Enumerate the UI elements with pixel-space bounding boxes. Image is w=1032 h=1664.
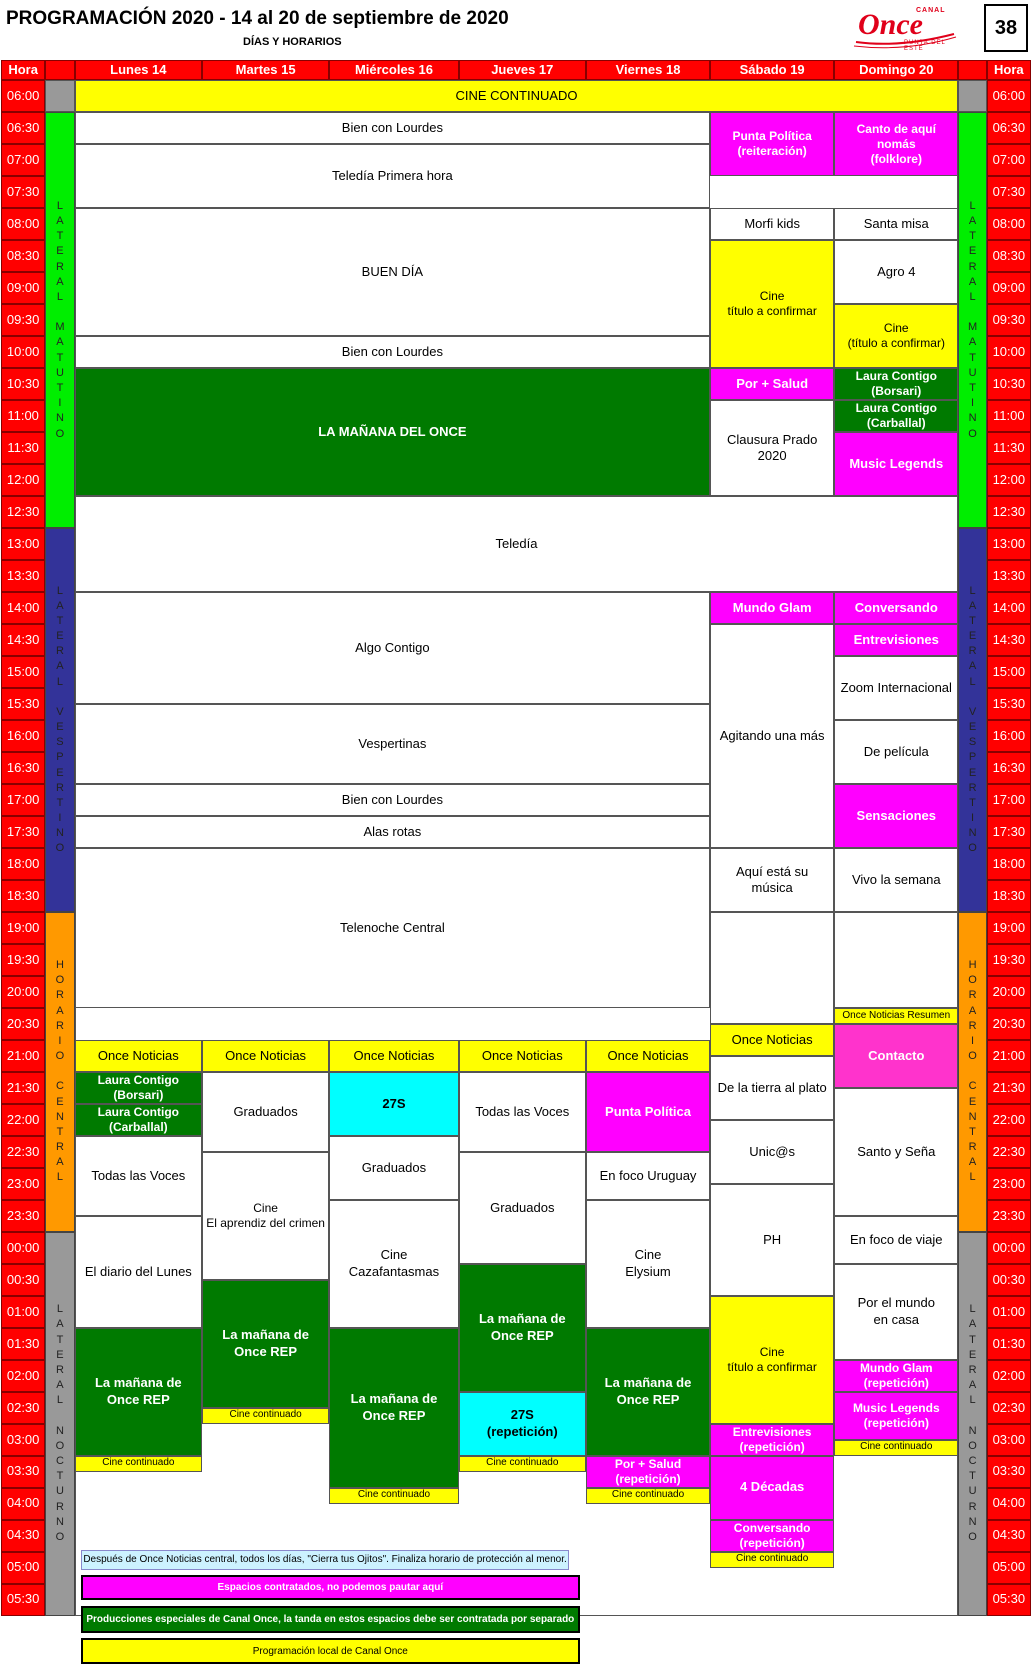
time-label: 07:30 <box>987 176 1031 208</box>
time-label: 01:30 <box>987 1328 1031 1360</box>
time-label: 15:30 <box>1 688 45 720</box>
time-label: 18:00 <box>987 848 1031 880</box>
program-block[interactable]: PH <box>710 1184 834 1296</box>
program-block[interactable]: De película <box>834 720 958 784</box>
time-label: 04:30 <box>987 1520 1031 1552</box>
time-label: 03:00 <box>987 1424 1031 1456</box>
time-label: 03:30 <box>987 1456 1031 1488</box>
side-band-label: L A T E R A L M A T U T I N O <box>958 112 986 528</box>
program-block[interactable]: Music Legends (repetición) <box>834 1392 958 1440</box>
program-block[interactable]: Aquí está su música <box>710 848 834 912</box>
time-label: 10:30 <box>987 368 1031 400</box>
time-label: 17:00 <box>1 784 45 816</box>
program-block[interactable]: Zoom Internacional <box>834 656 958 720</box>
time-label: 13:00 <box>987 528 1031 560</box>
side-band-label: H O R A R I O C E N T R A L <box>45 912 74 1232</box>
time-label: 06:00 <box>1 80 45 112</box>
time-label: 11:00 <box>1 400 45 432</box>
time-label: 21:30 <box>987 1072 1031 1104</box>
time-label: 12:30 <box>987 496 1031 528</box>
program-block[interactable]: Telenoche Central <box>75 848 710 1008</box>
program-block[interactable]: Sensaciones <box>834 784 958 848</box>
column-header-day: Martes 15 <box>202 60 329 81</box>
time-label: 02:30 <box>987 1392 1031 1424</box>
page-subtitle: DÍAS Y HORARIOS <box>243 36 342 48</box>
program-block[interactable]: Cine título a confirmar <box>710 1296 834 1424</box>
time-label: 04:00 <box>987 1488 1031 1520</box>
program-block[interactable]: Cine continuado <box>710 1552 834 1568</box>
legend-item: Programación local de Canal Once <box>81 1638 580 1664</box>
program-block[interactable]: Laura Contigo (Borsari) <box>834 368 958 400</box>
time-label: 07:00 <box>1 144 45 176</box>
program-block[interactable]: 27S <box>329 1072 458 1136</box>
time-label: 05:30 <box>987 1584 1031 1616</box>
time-label: 19:00 <box>1 912 45 944</box>
time-label: 17:30 <box>987 816 1031 848</box>
time-label: 08:30 <box>1 240 45 272</box>
time-label: 10:00 <box>1 336 45 368</box>
time-label: 06:30 <box>1 112 45 144</box>
program-block[interactable]: Punta Política (reiteración) <box>710 112 834 176</box>
program-block[interactable]: Conversando (repetición) <box>710 1520 834 1552</box>
program-block[interactable]: 4 Décadas <box>710 1456 834 1520</box>
time-label: 15:00 <box>1 656 45 688</box>
program-block[interactable]: Canto de aquí nomás (folklore) <box>834 112 958 176</box>
side-band-label: L A T E R A L N O C T U R N O <box>958 1232 986 1616</box>
time-label: 21:00 <box>987 1040 1031 1072</box>
time-label: 09:30 <box>987 304 1031 336</box>
program-block[interactable]: Todas las Voces <box>75 1136 202 1216</box>
time-label: 00:30 <box>1 1264 45 1296</box>
page-number: 38 <box>984 4 1028 52</box>
side-band-blank <box>958 80 986 112</box>
program-block[interactable] <box>834 912 958 1008</box>
logo-bottom-text: PUNTA DEL ESTE <box>904 40 946 52</box>
time-label: 03:00 <box>1 1424 45 1456</box>
column-header-day: Viernes 18 <box>586 60 710 81</box>
column-header-day: Jueves 17 <box>459 60 586 81</box>
program-block[interactable]: Cine El aprendiz del crimen <box>202 1152 329 1280</box>
time-label: 22:30 <box>987 1136 1031 1168</box>
time-label: 20:00 <box>1 976 45 1008</box>
side-band-blank <box>45 80 74 112</box>
program-block[interactable]: Once Noticias <box>710 1024 834 1056</box>
time-label: 15:30 <box>987 688 1031 720</box>
time-label: 10:30 <box>1 368 45 400</box>
time-label: 17:30 <box>1 816 45 848</box>
time-label: 00:00 <box>1 1232 45 1264</box>
program-block[interactable]: En foco Uruguay <box>586 1152 710 1200</box>
program-block[interactable]: Mundo Glam (repetición) <box>834 1360 958 1392</box>
program-block[interactable]: Bien con Lourdes <box>75 336 710 368</box>
time-label: 02:30 <box>1 1392 45 1424</box>
time-label: 01:00 <box>987 1296 1031 1328</box>
program-block[interactable]: Laura Contigo (Carballal) <box>75 1104 202 1136</box>
time-label: 04:30 <box>1 1520 45 1552</box>
program-block[interactable]: Cine continuado <box>586 1488 710 1504</box>
program-block[interactable]: Por el mundo en casa <box>834 1264 958 1360</box>
program-block[interactable]: BUEN DÍA <box>75 208 710 336</box>
time-label: 10:00 <box>987 336 1031 368</box>
program-block[interactable]: Morfi kids <box>710 208 834 240</box>
program-block[interactable]: Once Noticias <box>329 1040 458 1072</box>
time-label: 02:00 <box>1 1360 45 1392</box>
program-block[interactable]: Por + Salud (repetición) <box>586 1456 710 1488</box>
time-label: 17:00 <box>987 784 1031 816</box>
time-label: 23:30 <box>987 1200 1031 1232</box>
time-label: 12:30 <box>1 496 45 528</box>
legend-item: Espacios contratados, no podemos pautar aquí <box>81 1575 580 1600</box>
time-label: 23:00 <box>1 1168 45 1200</box>
time-label: 01:30 <box>1 1328 45 1360</box>
program-block[interactable]: Bien con Lourdes <box>75 112 710 144</box>
logo-main-text: Once <box>858 8 923 41</box>
program-block[interactable]: Contacto <box>834 1024 958 1088</box>
program-block[interactable]: LA MAÑANA DEL ONCE <box>75 368 710 496</box>
program-block[interactable]: De la tierra al plato <box>710 1056 834 1120</box>
time-label: 16:30 <box>1 752 45 784</box>
time-label: 21:00 <box>1 1040 45 1072</box>
time-label: 14:30 <box>1 624 45 656</box>
legend-item: Después de Once Noticias central, todos los días, "Cierra tus Ojitos". Finaliza horario de protección al menor. <box>81 1550 569 1570</box>
time-label: 14:00 <box>1 592 45 624</box>
time-label: 09:30 <box>1 304 45 336</box>
canal-once-logo <box>850 4 960 52</box>
time-label: 20:30 <box>987 1008 1031 1040</box>
time-label: 05:00 <box>987 1552 1031 1584</box>
column-header-day: Miércoles 16 <box>329 60 458 81</box>
program-block[interactable]: Entrevisiones (repetición) <box>710 1424 834 1456</box>
time-label: 11:30 <box>987 432 1031 464</box>
program-block[interactable]: Laura Contigo (Borsari) <box>75 1072 202 1104</box>
time-label: 14:30 <box>987 624 1031 656</box>
time-label: 19:00 <box>987 912 1031 944</box>
program-block[interactable]: Bien con Lourdes <box>75 784 710 816</box>
program-block[interactable]: Clausura Prado 2020 <box>710 400 834 496</box>
program-block[interactable]: Teledía <box>75 496 959 592</box>
time-label: 05:00 <box>1 1552 45 1584</box>
time-label: 22:30 <box>1 1136 45 1168</box>
time-label: 13:30 <box>987 560 1031 592</box>
program-block[interactable]: Mundo Glam <box>710 592 834 624</box>
program-block[interactable]: Once Noticias <box>586 1040 710 1072</box>
time-label: 12:00 <box>1 464 45 496</box>
program-block[interactable]: Cine Cazafantasmas <box>329 1200 458 1328</box>
program-block[interactable]: Todas las Voces <box>459 1072 586 1152</box>
column-header-blank <box>958 60 986 81</box>
time-label: 16:00 <box>1 720 45 752</box>
program-block[interactable]: La mañana de Once REP <box>75 1328 202 1456</box>
program-block[interactable]: Cine continuado <box>75 1456 202 1472</box>
time-label: 22:00 <box>1 1104 45 1136</box>
program-block[interactable]: Unic@s <box>710 1120 834 1184</box>
program-block[interactable]: Vivo la semana <box>834 848 958 912</box>
time-label: 07:30 <box>1 176 45 208</box>
program-block[interactable]: Cine título a confirmar <box>710 240 834 368</box>
time-label: 22:00 <box>987 1104 1031 1136</box>
program-block[interactable]: El diario del Lunes <box>75 1216 202 1328</box>
program-block[interactable]: Once Noticias <box>459 1040 586 1072</box>
program-block[interactable]: Agro 4 <box>834 240 958 304</box>
program-block[interactable]: Agitando una más <box>710 624 834 848</box>
side-band-label: H O R A R I O C E N T R A L <box>958 912 986 1232</box>
program-block[interactable]: Once Noticias <box>202 1040 329 1072</box>
program-block[interactable]: Conversando <box>834 592 958 624</box>
program-block[interactable]: Entrevisiones <box>834 624 958 656</box>
program-block[interactable]: La mañana de Once REP <box>202 1280 329 1408</box>
time-label: 13:30 <box>1 560 45 592</box>
program-block[interactable]: Cine continuado <box>459 1456 586 1472</box>
program-block[interactable]: Cine continuado <box>202 1408 329 1424</box>
logo-top-text: CANAL <box>916 7 946 14</box>
program-block[interactable]: Laura Contigo (Carballal) <box>834 400 958 432</box>
side-band-label: L A T E R A L V E S P E R T I N O <box>45 528 74 912</box>
program-block[interactable]: Cine continuado <box>834 1440 958 1456</box>
time-label: 09:00 <box>1 272 45 304</box>
time-label: 15:00 <box>987 656 1031 688</box>
time-label: 20:30 <box>1 1008 45 1040</box>
side-band-label: L A T E R A L V E S P E R T I N O <box>958 528 986 912</box>
time-label: 07:00 <box>987 144 1031 176</box>
column-header-hora: Hora <box>1 60 45 81</box>
program-block[interactable]: Santa misa <box>834 208 958 240</box>
program-block[interactable]: Once Noticias <box>75 1040 202 1072</box>
program-block[interactable]: Graduados <box>459 1152 586 1264</box>
time-label: 11:00 <box>987 400 1031 432</box>
time-label: 19:30 <box>987 944 1031 976</box>
program-block[interactable]: Vespertinas <box>75 704 710 784</box>
program-block[interactable]: Cine (título a confirmar) <box>834 304 958 368</box>
program-block[interactable]: Once Noticias Resumen <box>834 1008 958 1024</box>
program-block[interactable]: La mañana de Once REP <box>586 1328 710 1456</box>
time-label: 14:00 <box>987 592 1031 624</box>
time-label: 23:30 <box>1 1200 45 1232</box>
time-label: 16:30 <box>987 752 1031 784</box>
time-label: 19:30 <box>1 944 45 976</box>
program-block[interactable]: Teledía Primera hora <box>75 144 710 208</box>
time-label: 02:00 <box>987 1360 1031 1392</box>
time-label: 08:00 <box>987 208 1031 240</box>
program-block[interactable]: Punta Política <box>586 1072 710 1152</box>
time-label: 08:30 <box>987 240 1031 272</box>
program-block[interactable]: La mañana de Once REP <box>329 1328 458 1488</box>
program-block[interactable]: Graduados <box>202 1072 329 1152</box>
program-block[interactable]: Por + Salud <box>710 368 834 400</box>
time-label: 16:00 <box>987 720 1031 752</box>
program-block[interactable]: CINE CONTINUADO <box>75 80 959 112</box>
program-block[interactable]: 27S (repetición) <box>459 1392 586 1456</box>
time-label: 18:00 <box>1 848 45 880</box>
time-label: 00:00 <box>987 1232 1031 1264</box>
column-header-day: Domingo 20 <box>834 60 958 81</box>
time-label: 06:30 <box>987 112 1031 144</box>
time-label: 18:30 <box>1 880 45 912</box>
program-block[interactable]: Cine Elysium <box>586 1200 710 1328</box>
time-label: 11:30 <box>1 432 45 464</box>
column-header-day: Lunes 14 <box>75 60 202 81</box>
program-block[interactable]: Cine continuado <box>329 1488 458 1504</box>
program-block[interactable] <box>710 912 834 1024</box>
time-label: 20:00 <box>987 976 1031 1008</box>
time-label: 12:00 <box>987 464 1031 496</box>
time-label: 23:00 <box>987 1168 1031 1200</box>
time-label: 08:00 <box>1 208 45 240</box>
time-label: 21:30 <box>1 1072 45 1104</box>
time-label: 09:00 <box>987 272 1031 304</box>
time-label: 03:30 <box>1 1456 45 1488</box>
column-header-blank <box>45 60 74 81</box>
time-label: 00:30 <box>987 1264 1031 1296</box>
program-block[interactable]: Music Legends <box>834 432 958 496</box>
page-title: PROGRAMACIÓN 2020 - 14 al 20 de septiembre de 2020 <box>6 8 509 29</box>
program-block[interactable]: Santo y Seña <box>834 1088 958 1216</box>
program-block[interactable]: Algo Contigo <box>75 592 710 704</box>
side-band-label: L A T E R A L M A T U T I N O <box>45 112 74 528</box>
side-band-label: L A T E R A L N O C T U R N O <box>45 1232 74 1616</box>
program-block[interactable]: En foco de viaje <box>834 1216 958 1264</box>
column-header-hora: Hora <box>987 60 1031 81</box>
time-label: 13:00 <box>1 528 45 560</box>
program-block[interactable]: Alas rotas <box>75 816 710 848</box>
time-label: 05:30 <box>1 1584 45 1616</box>
time-label: 04:00 <box>1 1488 45 1520</box>
time-label: 18:30 <box>987 880 1031 912</box>
legend-item: Producciones especiales de Canal Once, la tanda en estos espacios debe ser contratada por separado <box>81 1606 580 1632</box>
time-label: 06:00 <box>987 80 1031 112</box>
time-label: 01:00 <box>1 1296 45 1328</box>
program-block[interactable]: Graduados <box>329 1136 458 1200</box>
column-header-day: Sábado 19 <box>710 60 834 81</box>
program-block[interactable]: La mañana de Once REP <box>459 1264 586 1392</box>
